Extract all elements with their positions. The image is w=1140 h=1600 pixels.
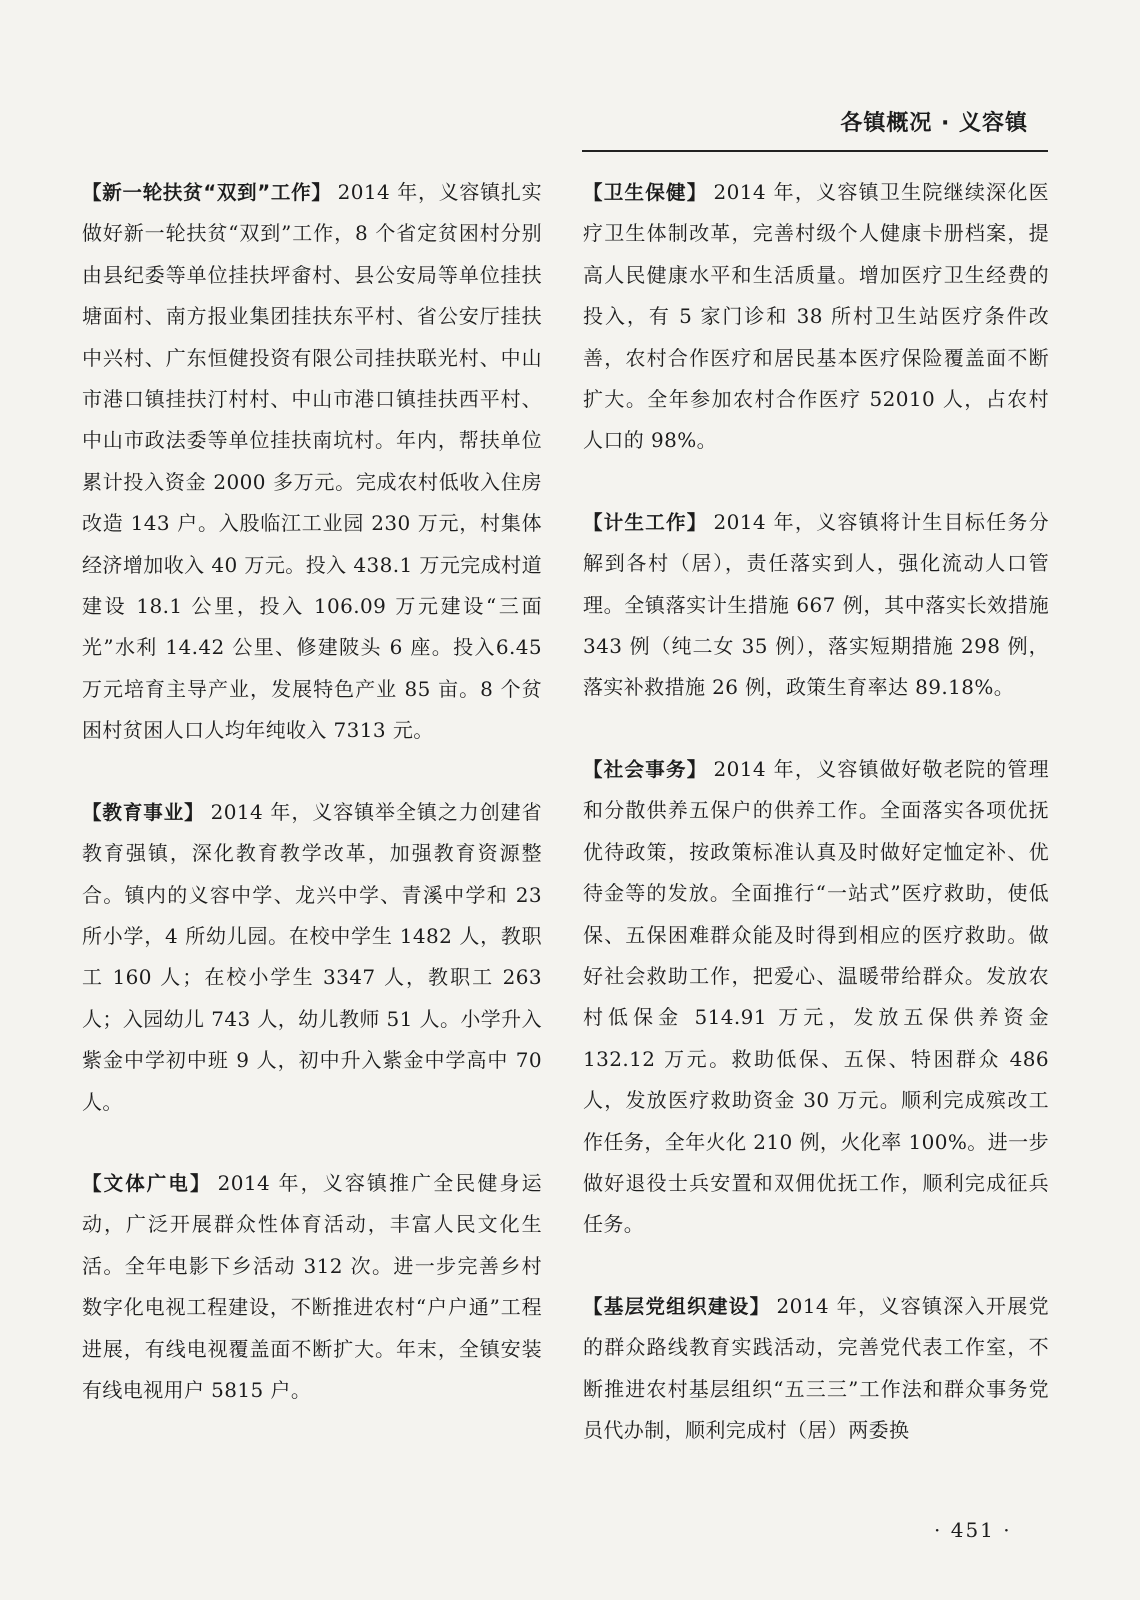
section-heading: 【社会事务】: [583, 757, 708, 781]
right-column: [583, 172, 1049, 1491]
section-culture-sports-broadcasting: [82, 1163, 542, 1411]
section-body: 2014 年，义容镇举全镇之力创建省教育强镇，深化教育教学改革，加强教育资源整合。镇内的义容中学、龙兴中学、青溪中学和 23 所小学，4 所幼儿园。在校中学生 1482 人，教职工 160 人；在校小学生 3347 人，教职工 263 人；入园幼儿 743 人，幼儿教师 51 人。小学升入紫金中学初中班 9 人，初中升入紫金中学高中 70 人。: [82, 799, 542, 1114]
section-heading: 【新一轮扶贫“双到”工作】: [82, 181, 332, 204]
header-divider: [582, 150, 1048, 152]
section-heading: 【卫生保健】: [583, 181, 708, 204]
page-number: · 451 ·: [934, 1518, 1012, 1542]
section-body: 2014 年，义容镇将计生目标任务分解到各村（居），责任落实到人，强化流动人口管理。全镇落实计生措施 667 例，其中落实长效措施 343 例（纯二女 35 例），落实短期措施 298 例，落实补救措施 26 例，政策生育率达 89.18%。: [583, 509, 1049, 700]
section-body: 2014 年，义容镇推广全民健身运动，广泛开展群众性体育活动，丰富人民文化生活。全年电影下乡活动 312 次。进一步完善乡村数字化电视工程建设，不断推进农村“户户通”工程进展，有线电视覆盖面不断扩大。年末，全镇安装有线电视用户 5815 户。: [82, 1170, 542, 1402]
section-heading: 【计生工作】: [583, 510, 708, 534]
section-party-organization: [583, 1286, 1049, 1452]
section-body: 2014 年，义容镇卫生院继续深化医疗卫生体制改革，完善村级个人健康卡册档案，提高人民健康水平和生活质量。增加医疗卫生经费的投入，有 5 家门诊和 38 所村卫生站医疗条件改善，农村合作医疗和居民基本医疗保险覆盖面不断扩大。全年参加农村合作医疗 52010 人，占农村人口的 98%。: [583, 180, 1049, 453]
section-heading: 【文体广电】: [82, 1171, 212, 1195]
section-body: 2014 年，义容镇深入开展党的群众路线教育实践活动，完善党代表工作室，不断推进农村基层组织“五三三”工作法和群众事务党员代办制，顺利完成村（居）两委换: [583, 1293, 1049, 1442]
section-health-care: [583, 172, 1049, 462]
section-education: [82, 792, 542, 1123]
left-column: [82, 172, 542, 1451]
running-header: 各镇概况 · 义容镇: [840, 111, 1028, 136]
section-heading: 【基层党组织建设】: [583, 1294, 771, 1318]
section-heading: 【教育事业】: [82, 800, 205, 824]
section-body: 2014 年，义容镇做好敬老院的管理和分散供养五保户的供养工作。全面落实各项优抚优待政策，按政策标准认真及时做好定恤定补、优待金等的发放。全面推行“一站式”医疗救助，使低保、五保困难群众能及时得到相应的医疗救助。做好社会救助工作，把爱心、温暖带给群众。发放农村低保金 514.91 万元，发放五保供养资金 132.12 万元。救助低保、五保、特困群众 486 人，发放医疗救助资金 30 万元。顺利完成殡改工作任务，全年火化 210 例，火化率 100%。进一步做好退役士兵安置和双佣优抚工作，顺利完成征兵任务。: [583, 756, 1049, 1237]
section-poverty-alleviation: [82, 172, 542, 752]
section-body: 2014 年，义容镇扎实做好新一轮扶贫“双到”工作，8 个省定贫困村分别由县纪委等单位挂扶坪畲村、县公安局等单位挂扶塘面村、南方报业集团挂扶东平村、省公安厅挂扶中兴村、广东恒健投资有限公司挂扶联光村、中山市港口镇挂扶汀村村、中山市港口镇挂扶西平村、中山市政法委等单位挂扶南坑村。年内，帮扶单位累计投入资金 2000 多万元。完成农村低收入住房改造 143 户。入股临江工业园 230 万元，村集体经济增加收入 40 万元。投入 438.1 万元完成村道建设 18.1 公里，投入 106.09 万元建设“三面光”水利 14.42 公里、修建陂头 6 座。投入6.45万元培育主导产业，发展特色产业 85 亩。8 个贫困村贫困人口人均年纯收入 7313 元。: [82, 180, 542, 743]
section-social-affairs: [583, 749, 1049, 1246]
section-family-planning: [583, 502, 1049, 709]
